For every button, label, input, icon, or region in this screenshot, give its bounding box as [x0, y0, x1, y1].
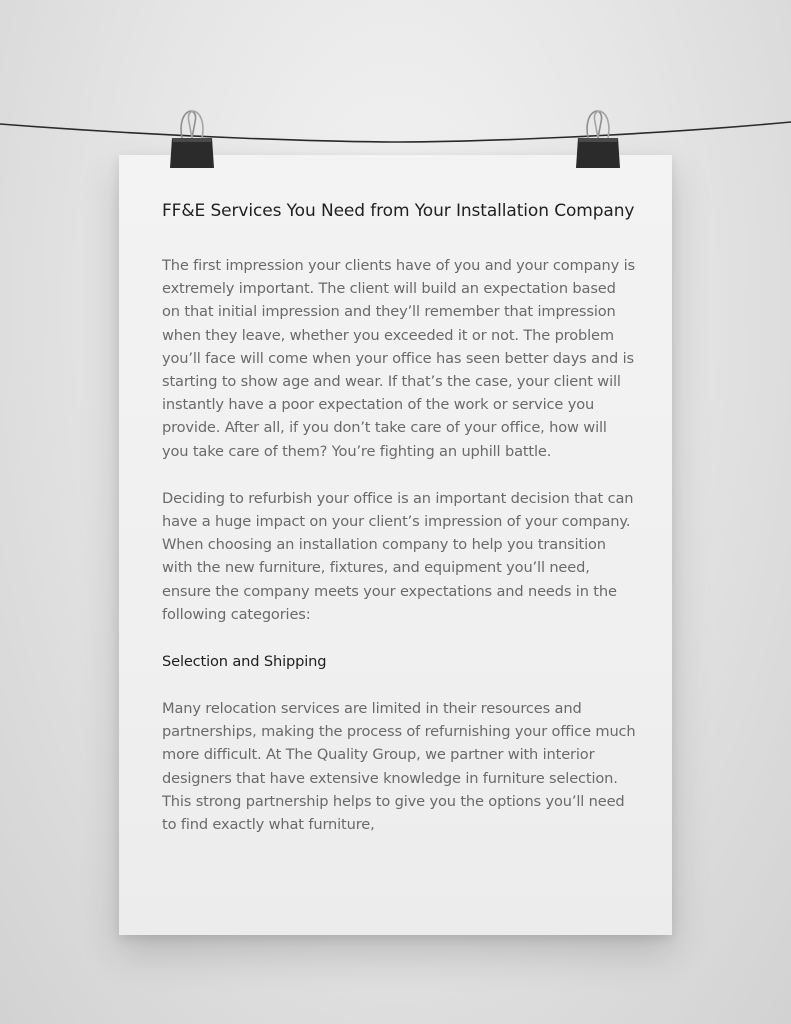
- paragraph-refurbish: Deciding to refurbish your office is an important decision that can have a huge impact on your client’s impression of your company. When choosing an installation company to help you transition with the new furniture, fixtures, and equipment you’ll need, ensure the company meets your expectations and needs in the following categories:: [162, 489, 634, 623]
- binder-clip-icon: [572, 108, 624, 170]
- document-title: FF&E Services You Need from Your Installation Company: [162, 201, 635, 221]
- document-content: [162, 199, 637, 836]
- paragraph-intro: The first impression your clients have of you and your company is extremely important. The client will build an expectation based on that initial impression and they’ll remember that impression when they leave, whether you exceeded it or not. The problem you’ll face will come when your office has seen better days and is starting to show age and wear. If that’s the case, your client will instantly have a poor expectation of the work or service you provide. After all, if you don’t take care of your office, how will you take care of them? You’re fighting an uphill battle.: [162, 257, 635, 460]
- hanging-paper-sheet: [119, 155, 672, 935]
- section-heading: Selection and Shipping: [162, 653, 327, 671]
- paragraph-selection: Many relocation services are limited in their resources and partnerships, making the process of refurnishing your office much more difficult. At The Quality Group, we partner with interior designers that have extensive knowledge in furniture selection. This strong partnership helps to give you the options you’ll need to find exactly what furniture,: [162, 700, 636, 834]
- binder-clip-icon: [166, 108, 218, 170]
- document-body: [162, 254, 637, 836]
